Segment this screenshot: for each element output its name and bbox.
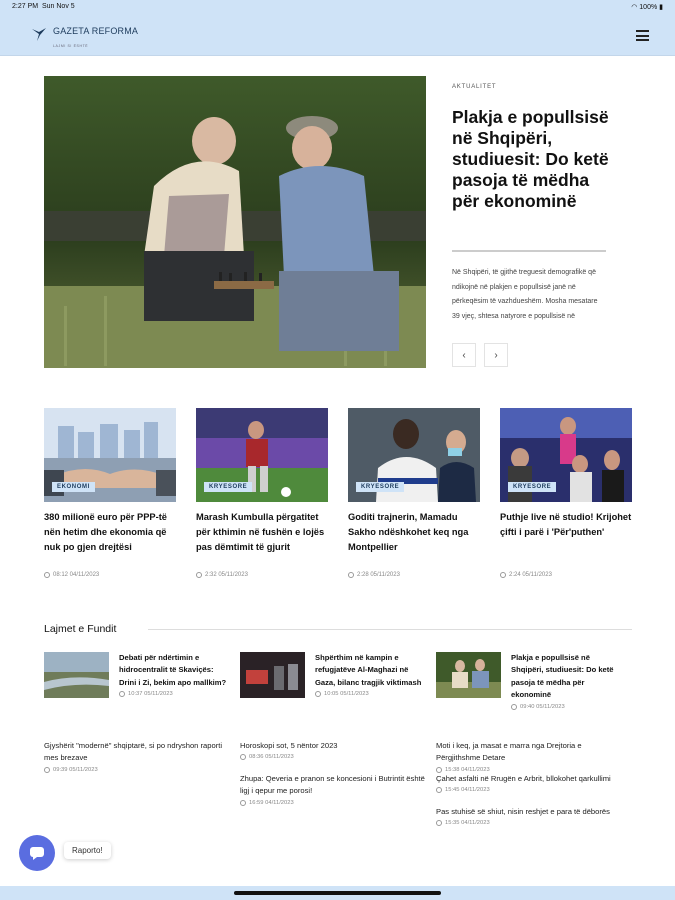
report-button[interactable]: Raporto! — [64, 842, 111, 859]
status-right: ◠ 100% ▮ — [631, 4, 663, 11]
latest-list-item[interactable] — [436, 740, 621, 773]
clock-icon — [44, 572, 50, 578]
category-badge[interactable]: KRYESORE — [204, 482, 252, 492]
clock-icon — [315, 691, 321, 697]
card-image[interactable] — [500, 408, 632, 502]
section-title: Lajmet e Fundit — [44, 623, 117, 635]
hamburger-icon[interactable] — [636, 30, 649, 41]
category-badge[interactable]: EKONOMI — [52, 482, 95, 492]
category-badge[interactable]: KRYESORE — [356, 482, 404, 492]
clock-icon — [44, 767, 50, 773]
clock-icon — [511, 704, 517, 710]
card-image[interactable] — [348, 408, 480, 502]
latest-thumb[interactable] — [240, 652, 305, 698]
clock-icon — [196, 572, 202, 578]
article-card[interactable] — [196, 408, 328, 578]
clock-icon — [436, 820, 442, 826]
latest-list-title[interactable]: Gjyshërit "modernë" shqiptarë, si po ndryshon raporti mes brezave — [44, 741, 223, 763]
clock-icon — [500, 572, 506, 578]
chevron-left-icon: ‹ — [462, 349, 466, 361]
latest-list-title[interactable]: Pas stuhisë së shiut, nisin reshjet e para të dëborës — [436, 807, 610, 816]
latest-featured-item[interactable] — [44, 652, 229, 698]
latest-thumb[interactable] — [436, 652, 501, 698]
chat-fab-button[interactable] — [19, 835, 55, 871]
latest-list-title[interactable]: Zhupa: Qeveria e pranon se koncesioni i Butrintit është ligj i qepur me porosi! — [240, 774, 425, 796]
clock-icon — [240, 800, 246, 806]
card-meta: 2:28 05/11/2023 — [348, 572, 480, 578]
latest-featured-item[interactable] — [240, 652, 425, 698]
slider-next-button[interactable] — [484, 343, 508, 367]
latest-thumb[interactable] — [44, 652, 109, 698]
card-meta: 08:12 04/11/2023 — [44, 572, 176, 578]
card-meta: 2:24 05/11/2023 — [500, 572, 632, 578]
article-card[interactable] — [44, 408, 176, 578]
latest-title[interactable]: Debati për ndërtimin e hidrocentralit të Skaviçës: Drini i Zi, bekim apo mallkim? — [119, 653, 227, 687]
latest-list-item[interactable] — [44, 740, 229, 773]
latest-meta: 10:05 05/11/2023 — [315, 691, 425, 697]
card-title[interactable]: Marash Kumbulla përgatitet për kthimin në fushën e lojës pas dëmtimit të gjurit — [196, 512, 325, 552]
chevron-right-icon: › — [494, 349, 498, 361]
latest-list-meta: 15:38 04/11/2023 — [436, 767, 621, 773]
clock-icon — [436, 787, 442, 793]
latest-featured-item[interactable] — [436, 652, 621, 710]
latest-meta: 09:40 05/11/2023 — [511, 704, 621, 710]
latest-list-meta: 15:45 04/11/2023 — [436, 787, 621, 793]
hero-excerpt: Në Shqipëri, të gjithë treguesit demografikë që ndikojnë në plakjen e popullsisë janë në përkeqësim të vazhdueshëm. Mosha mesatare 39 vjeç, shtesa natyrore e popullsisë në — [452, 269, 598, 320]
latest-list-item[interactable] — [436, 806, 621, 826]
hero-kicker[interactable]: AKTUALITET — [452, 84, 497, 90]
slider-prev-button[interactable] — [452, 343, 476, 367]
latest-list-item[interactable] — [436, 773, 621, 793]
clock-icon — [436, 767, 442, 773]
site-header — [0, 14, 675, 56]
home-indicator[interactable] — [234, 891, 441, 895]
card-title[interactable]: 380 milionë euro për PPP-të nën hetim dhe ekonomia që nuk po gjen drejtësi — [44, 512, 167, 552]
card-image[interactable] — [196, 408, 328, 502]
latest-title[interactable]: Plakja e popullsisë në Shqipëri, studiuesit: Do ketë pasoja të mëdha për ekonominë — [511, 653, 614, 700]
wifi-icon: ◠ — [631, 4, 638, 11]
latest-title[interactable]: Shpërthim në kampin e refugjatëve Al-Maghazi në Gaza, bilanc tragjik viktimash — [315, 653, 422, 687]
logo-bird-icon — [31, 26, 47, 42]
site-logo[interactable] — [31, 26, 138, 48]
card-title[interactable]: Goditi trajnerin, Mamadu Sakho ndëshkohet keq nga Montpellier — [348, 512, 469, 552]
latest-meta: 10:37 05/11/2023 — [119, 691, 229, 697]
latest-list-item[interactable] — [240, 740, 425, 760]
section-divider — [148, 629, 632, 630]
card-meta: 2:32 05/11/2023 — [196, 572, 328, 578]
hero-image[interactable] — [44, 76, 426, 368]
latest-list-meta: 16:59 04/11/2023 — [240, 800, 425, 806]
latest-list-meta: 08:36 05/11/2023 — [240, 754, 425, 760]
brand-name: GAZETA REFORMA — [53, 26, 139, 36]
chat-icon — [29, 846, 45, 860]
battery-icon: ▮ — [659, 4, 663, 11]
hero-title[interactable]: Plakja e popullsisë në Shqipëri, studiuesit: Do ketë pasoja të mëdha për ekonominë — [452, 107, 609, 211]
latest-list-meta: 15:35 04/11/2023 — [436, 820, 621, 826]
hero-divider — [452, 250, 606, 252]
latest-list-title[interactable]: Çahet asfalti në Rrugën e Arbrit, bllokohet qarkullimi — [436, 774, 611, 783]
latest-list-meta: 09:39 05/11/2023 — [44, 767, 229, 773]
clock-icon — [240, 754, 246, 760]
card-title[interactable]: Puthje live në studio! Krijohet çifti i parë i 'Për'puthen' — [500, 512, 632, 537]
latest-list-title[interactable]: Horoskopi sot, 5 nëntor 2023 — [240, 741, 338, 750]
brand-tagline: LAJMI SI ËSHTË — [53, 44, 89, 48]
status-time: 2:27 PM Sun Nov 5 — [12, 3, 75, 10]
category-badge[interactable]: KRYESORE — [508, 482, 556, 492]
latest-list-title[interactable]: Moti i keq, ja masat e marra nga Drejtoria e Përgjithshme Detare — [436, 741, 582, 763]
status-bar — [0, 0, 675, 14]
latest-list-item[interactable] — [240, 773, 425, 806]
clock-icon — [348, 572, 354, 578]
clock-icon — [119, 691, 125, 697]
article-card[interactable] — [500, 408, 632, 578]
card-image[interactable] — [44, 408, 176, 502]
article-card[interactable] — [348, 408, 480, 578]
